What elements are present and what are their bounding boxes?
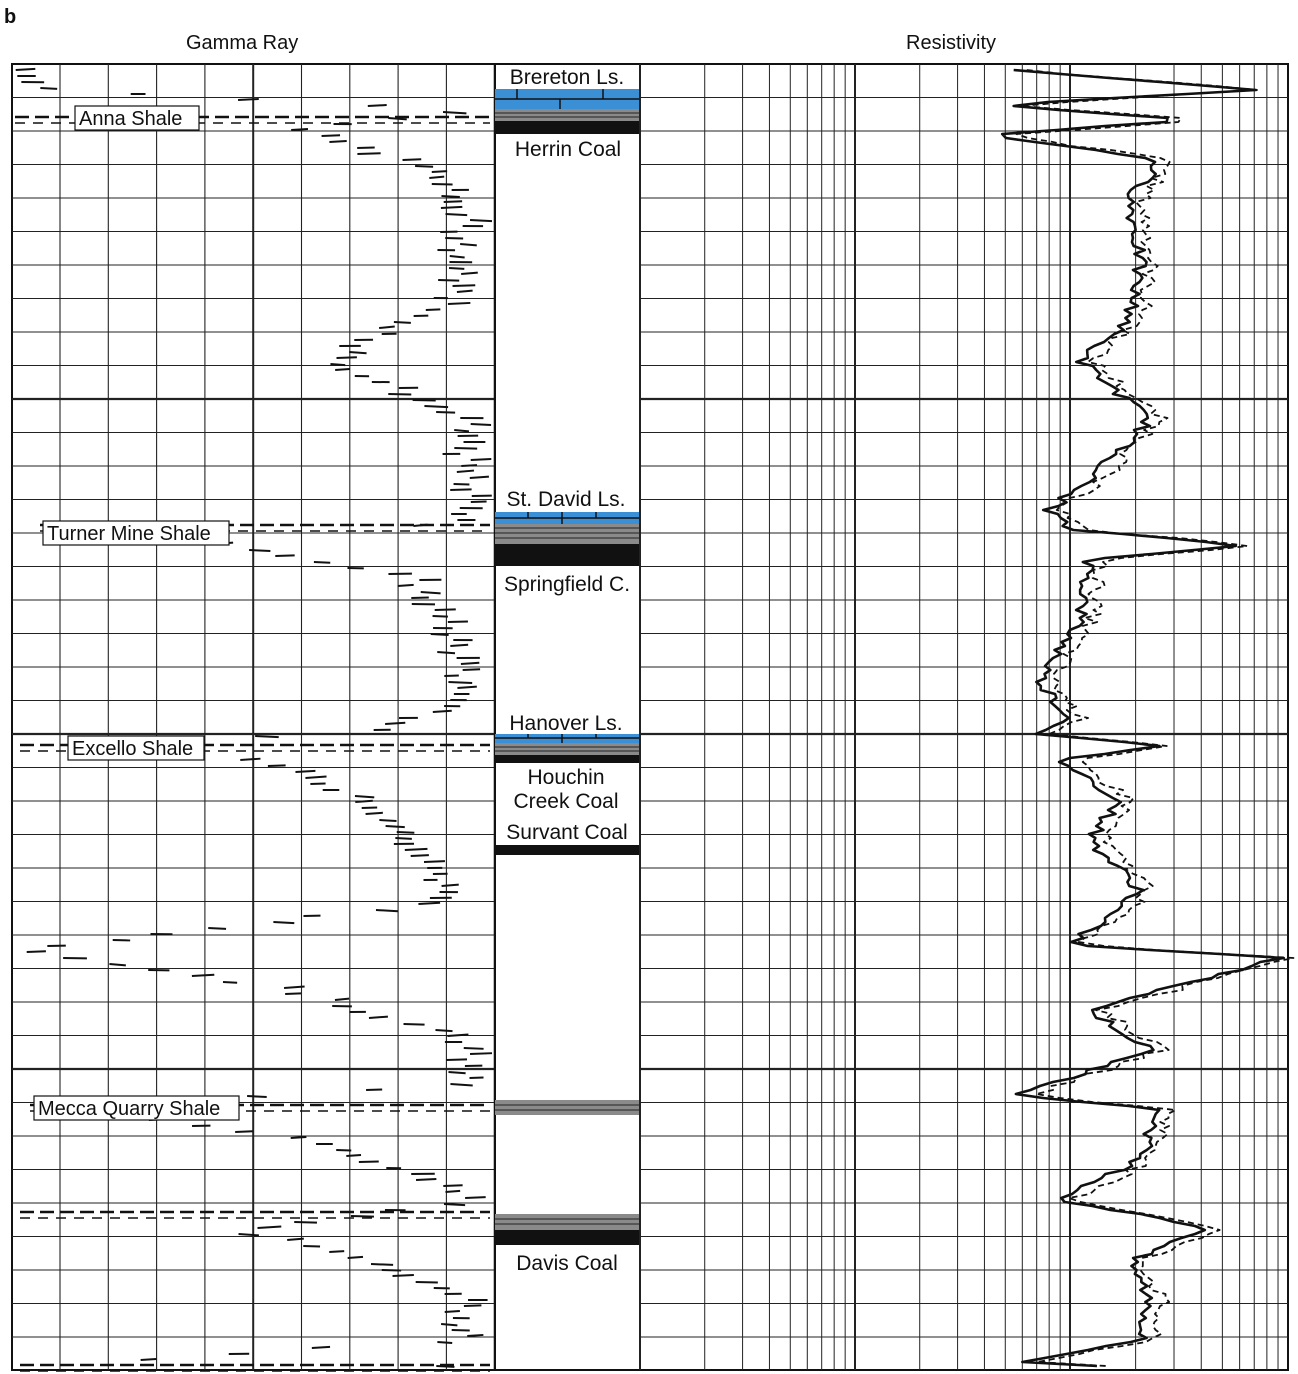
gamma-ray-trace-segment [454, 430, 469, 431]
gamma-ray-trace-segment [457, 291, 473, 292]
gamma-ray-trace-segment [463, 669, 480, 670]
gamma-ray-trace-segment [426, 309, 441, 310]
shale-bed-turner-mine [495, 524, 640, 544]
gamma-ray-trace-segment [346, 1155, 361, 1156]
shale-bed-mecca-quarry [495, 1100, 640, 1115]
gamma-ray-trace-segment [441, 1324, 457, 1325]
gamma-ray-trace-segment [446, 1059, 467, 1060]
gamma-ray-trace-segment [394, 322, 411, 323]
gamma-ray-trace-segment [376, 910, 398, 911]
gamma-ray-trace-segment [291, 129, 308, 130]
gamma-ray-trace-segment [450, 645, 468, 646]
gamma-ray-trace-segment [436, 412, 455, 413]
gamma-ray-trace-segment [398, 585, 414, 586]
gamma-ray-trace-segment [445, 1311, 460, 1312]
gamma-ray-trace-segment [429, 177, 444, 178]
gamma-ray-trace-segment [416, 1282, 438, 1283]
gamma-ray-trace-segment [247, 1096, 267, 1097]
gamma-ray-trace-segment [388, 118, 406, 119]
gamma-ray-trace-segment [411, 855, 429, 856]
gamma-ray-trace-segment [141, 1359, 157, 1360]
gamma-ray-trace-segment [444, 201, 462, 202]
gamma-ray-trace-segment [235, 1131, 253, 1132]
gamma-ray-trace-segment [457, 687, 476, 688]
gamma-ray-trace-segment [461, 465, 477, 466]
gamma-ray-trace-segment [448, 682, 472, 683]
gamma-ray-trace-segment [470, 1053, 492, 1054]
gamma-ray-trace-segment [397, 832, 415, 833]
gamma-ray-trace-segment [337, 357, 357, 358]
panel-letter: b [4, 6, 17, 28]
gamma-ray-trace-segment [223, 982, 237, 983]
gamma-ray-trace-segment [460, 244, 477, 245]
gamma-ray-trace-segment [445, 1191, 460, 1192]
gamma-ray-trace-segment [404, 1024, 425, 1025]
gamma-ray-trace-segment [240, 759, 260, 760]
gamma-ray-trace-segment [238, 99, 259, 100]
unit-label: Brereton Ls. [509, 66, 625, 89]
gamma-ray-trace-segment [442, 885, 459, 886]
gamma-ray-trace-segment [403, 159, 422, 160]
gamma-ray-trace-segment [329, 141, 346, 142]
gamma-ray-trace-segment [444, 1204, 465, 1205]
gamma-ray-trace-segment [415, 166, 433, 167]
gamma-ray-trace-segment [275, 555, 294, 556]
gamma-ray-trace-segment [421, 592, 441, 593]
gamma-ray-trace-segment [450, 489, 471, 490]
gamma-ray-trace-segment [268, 765, 286, 766]
gamma-ray-trace-segment [379, 820, 396, 821]
gamma-ray-trace-segment [359, 1161, 379, 1162]
gamma-ray-trace-segment [335, 999, 349, 1000]
gamma-ray-trace-segment [295, 771, 315, 772]
gamma-ray-trace-segment [349, 352, 366, 353]
gamma-ray-trace-segment [438, 280, 459, 281]
gamma-ray-trace-segment [464, 1305, 482, 1306]
gamma-ray-trace-segment [382, 1270, 401, 1271]
unit-label: Creek Coal [513, 790, 619, 813]
gamma-ray-trace-segment [322, 135, 340, 136]
gamma-ray-trace-segment [335, 369, 350, 370]
gamma-ray-trace-segment [432, 171, 447, 172]
gamma-ray-trace-segment [368, 105, 387, 106]
gamma-ray-trace-segment [448, 1072, 465, 1073]
gamma-ray-trace-segment [348, 1257, 363, 1258]
coal-bed-herrin [495, 121, 640, 134]
gamma-ray-trace-segment [441, 196, 459, 197]
gamma-ray-trace-segment [437, 652, 455, 653]
shale-bed-anna [495, 109, 640, 121]
gamma-ray-trace-segment [418, 903, 440, 904]
gamma-ray-trace-segment [469, 1077, 483, 1078]
gamma-ray-trace-segment [461, 663, 479, 664]
coal-bed-davis [495, 1230, 640, 1245]
coal-bed-survant [495, 845, 640, 855]
gamma-ray-trace-segment [329, 1251, 344, 1252]
coal-bed-springfield [495, 544, 640, 566]
lithology-column [495, 64, 640, 1370]
shale-label-text: Mecca Quarry Shale [38, 1098, 221, 1120]
gamma-ray-trace-segment [467, 1335, 483, 1336]
unit-label: Houchin [527, 766, 605, 789]
gamma-ray-trace-segment [393, 1275, 414, 1276]
gamma-ray-trace-segment [433, 616, 448, 617]
coal-bed-houchin-creek [495, 755, 640, 763]
gamma-ray-trace-segment [336, 1150, 351, 1151]
gamma-ray-trace-segment [431, 634, 449, 635]
gamma-ray-trace-segment [310, 783, 325, 784]
gamma-ray-trace-segment [386, 826, 405, 827]
gamma-ray-trace-segment [465, 1197, 486, 1198]
unit-label: Survant Coal [506, 821, 628, 844]
gamma-ray-trace-segment [192, 975, 214, 976]
gamma-ray-trace-segment [411, 597, 429, 598]
shale-label-turner-mine [43, 521, 229, 545]
gamma-ray-trace-segment [448, 303, 470, 304]
gamma-ray-trace-segment [273, 922, 294, 923]
gamma-ray-trace-segment [109, 964, 125, 965]
gamma-ray-trace-segment [435, 1030, 452, 1031]
gamma-ray-trace-segment [424, 406, 448, 407]
gamma-ray-trace-segment [405, 849, 428, 850]
unit-label: St. David Ls. [506, 488, 626, 511]
gamma-ray-trace-segment [287, 1239, 304, 1240]
gamma-ray-trace-segment [362, 807, 377, 808]
resistivity-title: Resistivity [906, 32, 997, 54]
gamma-ray-trace-segment [371, 1264, 393, 1265]
gamma-ray-trace-segment [285, 993, 301, 994]
gamma-ray-trace-segment [416, 1179, 436, 1180]
gamma-ray-trace-segment [443, 1185, 462, 1186]
gamma-ray-trace-segment [471, 424, 491, 425]
gamma-ray-trace-segment [470, 477, 489, 478]
gamma-ray-trace-segment [291, 1137, 307, 1138]
gamma-ray-trace-segment [445, 238, 463, 239]
gamma-ray-trace-segment [27, 951, 46, 952]
gamma-ray-trace-segment [16, 69, 36, 70]
gamma-ray-trace-segment [395, 838, 412, 839]
shale-label-anna [75, 106, 199, 130]
gamma-ray-trace-segment [355, 801, 373, 802]
gamma-ray-trace-segment [366, 813, 383, 814]
gamma-ray-trace-segment [424, 861, 445, 862]
gamma-ray-trace-segment [437, 1342, 452, 1343]
shale-label-mecca-quarry [34, 1096, 239, 1120]
gamma-ray-trace-segment [464, 1048, 484, 1049]
gamma-ray-trace-segment [443, 112, 466, 113]
gamma-ray-trace-segment [294, 1222, 317, 1223]
gamma-ray-title: Gamma Ray [186, 32, 299, 54]
gamma-ray-trace-segment [461, 273, 478, 274]
gamma-ray-trace-segment [330, 364, 345, 365]
gamma-ray-trace-segment [208, 928, 226, 929]
gamma-ray-trace-segment [449, 268, 464, 269]
gamma-ray-trace-segment [369, 1017, 388, 1018]
resistivity-track [640, 64, 1293, 1370]
gamma-ray-trace-segment [249, 550, 270, 551]
gamma-ray-trace-segment [433, 711, 452, 712]
shale-bed-excello [495, 743, 640, 755]
unit-label: Hanover Ls. [509, 712, 623, 735]
gamma-ray-trace-segment [441, 207, 462, 208]
gamma-ray-track [12, 64, 495, 1371]
unit-label: Springfield C. [503, 573, 631, 596]
gamma-ray-trace-segment [454, 448, 477, 449]
gamma-ray-trace-segment [446, 214, 468, 215]
unit-label: Herrin Coal [514, 138, 622, 161]
gamma-ray-trace-segment [314, 562, 330, 563]
gamma-ray-trace-segment [470, 220, 492, 221]
gamma-ray-trace-segment [312, 1347, 330, 1348]
shale-label-text: Turner Mine Shale [47, 523, 211, 545]
shale-label-text: Excello Shale [72, 738, 194, 760]
gamma-ray-trace-segment [355, 796, 374, 797]
gamma-ray-trace-segment [385, 723, 405, 724]
unit-label: Davis Coal [516, 1252, 618, 1275]
gamma-ray-trace-segment [40, 88, 57, 89]
shale-bed-davis [495, 1214, 640, 1230]
shale-label-text: Anna Shale [79, 108, 183, 130]
gamma-ray-trace-segment [357, 153, 380, 154]
gamma-ray-trace-segment [471, 459, 492, 460]
gamma-ray-trace-segment [453, 285, 476, 286]
shale-label-excello [68, 736, 204, 760]
gamma-ray-trace-segment [435, 609, 456, 610]
gamma-ray-trace-segment [413, 400, 436, 401]
gamma-ray-trace-segment [255, 736, 279, 737]
gamma-ray-trace-segment [239, 1234, 259, 1235]
gamma-ray-trace-segment [351, 1216, 374, 1217]
